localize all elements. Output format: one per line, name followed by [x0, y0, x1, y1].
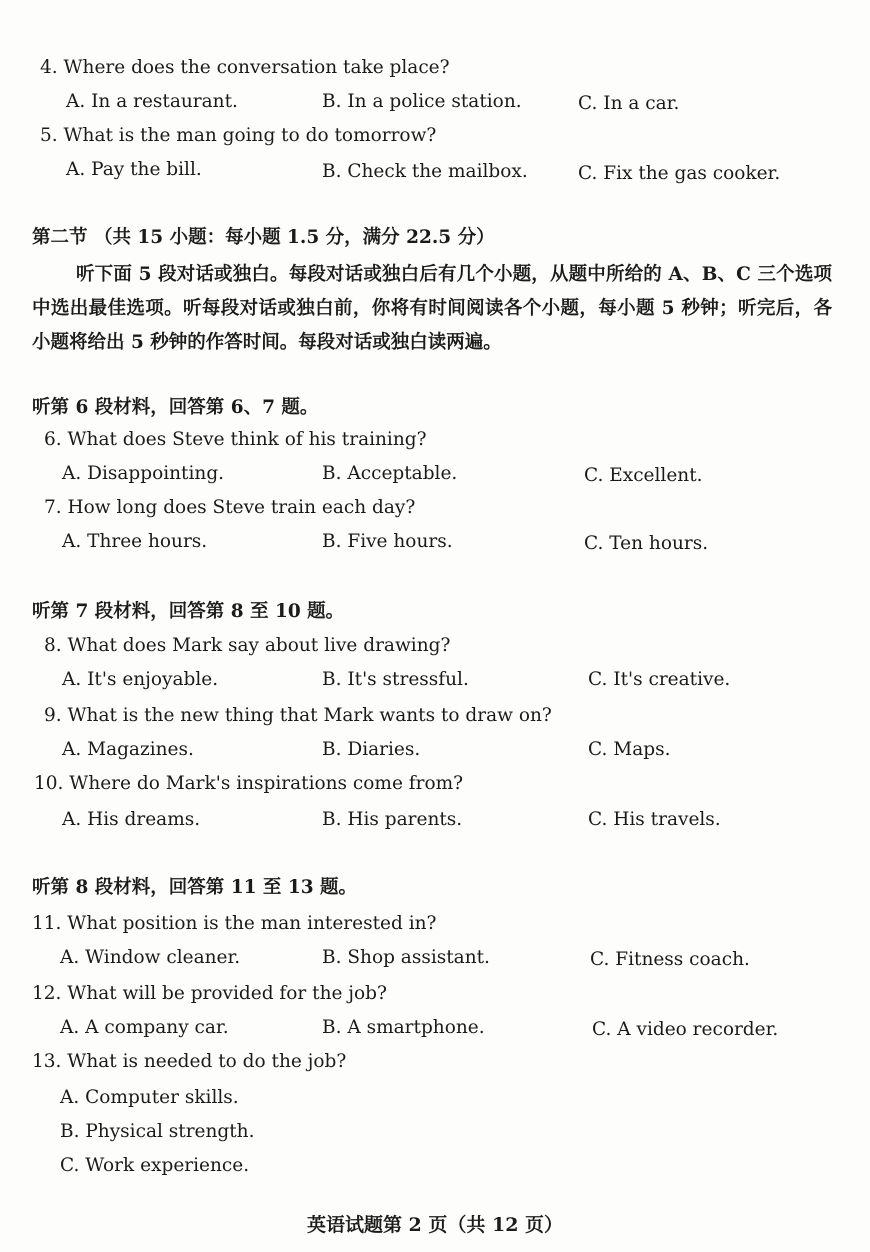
answer-option: C. His travels.	[588, 809, 721, 830]
answer-option: B. A smartphone.	[322, 1017, 485, 1038]
answer-option: B. Diaries.	[322, 739, 421, 760]
question-stem: 10. Where do Mark's inspirations come from?	[34, 773, 464, 794]
question-stem: 7. How long does Steve train each day?	[44, 497, 416, 518]
answer-option: A. In a restaurant.	[66, 91, 238, 112]
group-header: 听第 8 段材料，回答第 11 至 13 题。	[32, 877, 358, 898]
answer-option: B. His parents.	[322, 809, 463, 830]
answer-option: B. Shop assistant.	[322, 947, 490, 968]
answer-option: A. His dreams.	[62, 809, 201, 830]
question-stem: 6. What does Steve think of his training?	[44, 429, 427, 450]
question-stem: 13. What is needed to do the job?	[32, 1051, 347, 1072]
question-stem: 8. What does Mark say about live drawing?	[44, 635, 451, 656]
answer-option: A. Computer skills.	[60, 1087, 239, 1108]
question-stem: 4. Where does the conversation take place?	[40, 57, 450, 78]
question-stem: 5. What is the man going to do tomorrow?	[40, 125, 437, 146]
answer-option: B. Acceptable.	[322, 463, 458, 484]
answer-option: A. Magazines.	[62, 739, 194, 760]
section-heading: 第二节 （共 15 小题：每小题 1.5 分，满分 22.5 分）	[32, 227, 495, 248]
answer-option: C. Fitness coach.	[590, 949, 750, 970]
answer-option: A. Pay the bill.	[66, 159, 202, 180]
answer-option: C. Excellent.	[584, 465, 703, 486]
question-stem: 11. What position is the man interested in?	[32, 913, 437, 934]
answer-option: B. Five hours.	[322, 531, 453, 552]
answer-option: C. In a car.	[578, 93, 680, 114]
answer-option: B. In a police station.	[322, 91, 522, 112]
answer-option: B. Check the mailbox.	[322, 161, 528, 182]
answer-option: B. Physical strength.	[60, 1121, 255, 1142]
section-instructions: 听下面 5 段对话或独白。每段对话或独白后有几个小题，从题中所给的 A、B、C 三个选项中选出最佳选项。听每段对话或独白前，你将有时间阅读各个小题，每小题 5 秒钟；听完后，各小题将给出 5 秒钟的作答时间。每段对话或独白读两遍。	[32, 264, 832, 353]
answer-option: C. It's creative.	[588, 669, 731, 690]
answer-option: C. Ten hours.	[584, 533, 709, 554]
answer-option: A. It's enjoyable.	[62, 669, 219, 690]
answer-option: A. Three hours.	[62, 531, 208, 552]
page-footer: 英语试题第 2 页（共 12 页）	[306, 1214, 564, 1236]
answer-option: A. Disappointing.	[62, 463, 225, 484]
group-header: 听第 6 段材料，回答第 6、7 题。	[32, 397, 319, 418]
question-stem: 12. What will be provided for the job?	[32, 983, 387, 1004]
answer-option: C. Fix the gas cooker.	[578, 163, 781, 184]
answer-option: C. Maps.	[588, 739, 671, 760]
question-stem: 9. What is the new thing that Mark wants to draw on?	[44, 705, 552, 726]
answer-option: C. Work experience.	[60, 1155, 250, 1176]
answer-option: C. A video recorder.	[592, 1019, 779, 1040]
answer-option: A. A company car.	[60, 1017, 229, 1038]
answer-option: A. Window cleaner.	[60, 947, 241, 968]
answer-option: B. It's stressful.	[322, 669, 469, 690]
group-header: 听第 7 段材料，回答第 8 至 10 题。	[32, 601, 345, 622]
